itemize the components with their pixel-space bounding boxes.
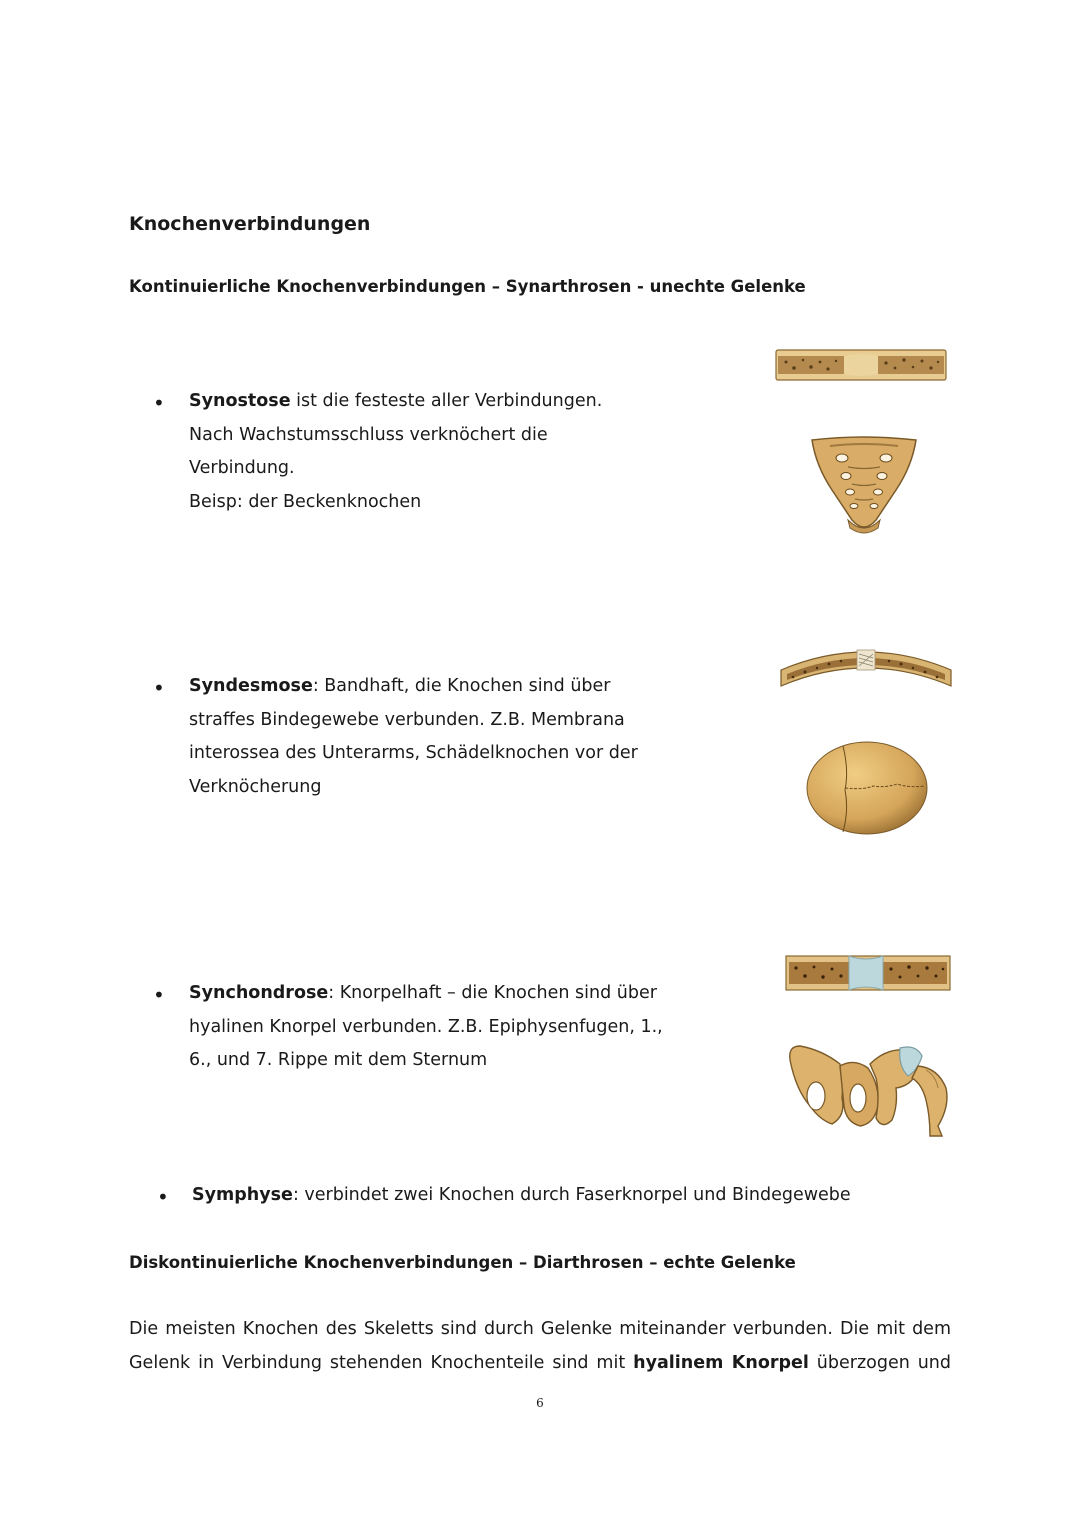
intro-paragraph: Die meisten Knochen des Skeletts sind durch Gelenke miteinander verbunden. Die mit dem Gelenk in Verbindung stehenden Knochenteile sind mit hyalinem Knorpel überzogen und — [129, 1319, 952, 1373]
term-symphyse: Symphyse — [192, 1185, 293, 1205]
term-syndesmose: Syndesmose — [189, 676, 313, 696]
page-number: 6 — [536, 1396, 544, 1410]
pelvis-illustration — [786, 1040, 952, 1138]
bullet: • — [153, 983, 165, 1007]
bone-segment-fused-illustration — [776, 348, 946, 382]
term-synchondrose: Synchondrose — [189, 983, 329, 1003]
bullet: • — [153, 676, 165, 700]
term-synostose: Synostose — [189, 391, 291, 411]
list-item-synostose: Synostose ist die festeste aller Verbindungen. Nach Wachstumsschluss verknöchert die Verbindung. Beisp: der Beckenknochen — [189, 391, 603, 512]
section-heading-synarthrosen: Kontinuierliche Knochenverbindungen – Synarthrosen - unechte Gelenke — [129, 277, 806, 296]
bone-segment-cartilage-illustration — [786, 952, 950, 994]
list-item-synchondrose: Synchondrose: Knorpelhaft – die Knochen sind über hyalinen Knorpel verbunden. Z.B. Epiphysenfugen, 1., 6., und 7. Rippe mit dem Sternum — [189, 983, 663, 1070]
section-heading-diarthrosen: Diskontinuierliche Knochenverbindungen – Diarthrosen – echte Gelenke — [129, 1253, 796, 1272]
sacrum-illustration — [808, 436, 920, 536]
bullet: • — [157, 1185, 169, 1209]
list-item-symphyse: Symphyse: verbindet zwei Knochen durch Faserknorpel und Bindegewebe — [192, 1185, 851, 1205]
bone-segment-ligament-illustration — [779, 640, 953, 692]
list-item-syndesmose: Syndesmose: Bandhaft, die Knochen sind über straffes Bindegewebe verbunden. Z.B. Membrana interossea des Unterarms, Schädelknochen vor der Verknöcherung — [189, 676, 638, 797]
page-title: Knochenverbindungen — [129, 213, 371, 235]
bullet: • — [153, 391, 165, 415]
skull-top-view-illustration — [805, 740, 929, 836]
